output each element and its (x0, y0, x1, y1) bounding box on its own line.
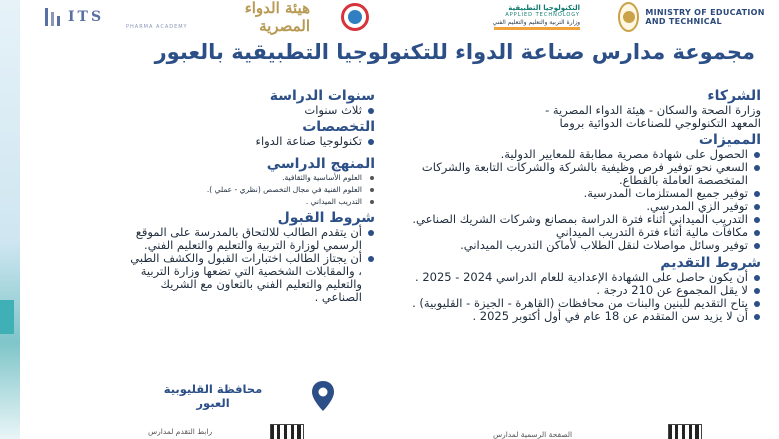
applied-technology-logo (460, 2, 580, 32)
admission-conditions-heading: شروط القبول (277, 210, 375, 226)
its-logo-text: ITS (68, 9, 105, 25)
study-years-heading: سنوات الدراسة (269, 88, 375, 104)
applied-technology-ministry: وزارة التربية والتعليم والتعليم الفني (492, 19, 580, 26)
application-qr-code-icon[interactable] (270, 424, 304, 439)
list-item: لا يقل المجموع عن 210 درجة . (406, 284, 761, 297)
health-ministry-emblem-icon (341, 3, 369, 31)
application-conditions-heading: شروط التقديم (660, 255, 761, 271)
list-item: أن يتقدم الطالب للالتحاق بالمدرسة على الموقع الرسمي لوزارة التربية والتعليم والتعليم الفني. (130, 226, 375, 252)
left-column (130, 88, 375, 304)
list-item: الحصول على شهادة مصرية مطابقة للمعايير الدولية. (406, 148, 761, 161)
education-ministry-text: MINISTRY OF EDUCATION AND TECHNICAL (645, 8, 765, 26)
right-column (406, 88, 761, 323)
location-block (120, 378, 345, 418)
list-item: ثلاث سنوات (130, 104, 375, 117)
specializations-list (130, 135, 375, 148)
list-item: التدريب الميداني . (130, 196, 375, 208)
drug-authority-logo-text: هيئة الدواء المصرية (244, 0, 310, 35)
location-governorate: محافظة القليوبية (163, 382, 263, 396)
its-logo (44, 2, 204, 32)
applied-technology-underline (494, 27, 580, 30)
partners-heading: الشركاء (707, 88, 761, 104)
drug-authority-logo (220, 0, 310, 35)
applied-technology-en: APPLIED TECHNOLOGY (505, 12, 580, 18)
decorative-accent-bar (0, 300, 14, 334)
education-ministry-logo (618, 2, 778, 32)
curriculum-list (130, 172, 375, 208)
list-item: التدريب الميداني أثناء فترة الدراسة بمصانع وشركات الشريك الصناعي. (406, 213, 761, 226)
list-item: توفير وسائل مواصلات لنقل الطلاب لأماكن التدريب الميداني. (406, 239, 761, 252)
partners-line-2: المعهد التكنولوجي للصناعات الدوائية بروما (559, 116, 761, 130)
its-mark-icon (44, 6, 62, 28)
map-pin-icon (310, 380, 336, 412)
location-city: العبور (196, 396, 230, 410)
official-page-label: الصفحة الرسمية لمدارس (493, 430, 573, 439)
list-item: توفير الزي المدرسي. (406, 200, 761, 213)
location-text (133, 382, 293, 410)
decorative-left-strip (0, 0, 20, 439)
education-ministry-seal-icon (618, 2, 639, 32)
features-list (406, 148, 761, 252)
specializations-heading: التخصصات (302, 119, 375, 135)
list-item: أن يكون حاصل على الشهادة الإعدادية للعام الدراسي 2024 - 2025 . (406, 271, 761, 284)
application-link-label: رابط التقدم لمدارس (148, 427, 213, 436)
partners-line-1: وزارة الصحة والسكان - هيئة الدواء المصرية - (545, 103, 761, 117)
its-logo-subtext: PHARMA ACADEMY (126, 24, 188, 30)
application-conditions-list (406, 271, 761, 323)
health-ministry-logo (335, 2, 375, 32)
applied-technology-title: التكنولوجيا التطبيقية (508, 4, 580, 12)
list-item: العلوم الفنية في مجال التخصص (نظري - عملي ). (130, 184, 375, 196)
list-item: يتاح التقديم للبنين والبنات من محافظات (القاهرة - الجيزة - القليوبية) . (406, 297, 761, 310)
study-years-list (130, 104, 375, 117)
list-item: أن لا يزيد سن المتقدم عن 18 عام في أول أكتوبر 2025 . (406, 310, 761, 323)
list-item: أن يجتاز الطالب اختبارات القبول والكشف الطبي ، والمقابلات الشخصية التي تضعها وزارة التربية والتعليم والتعليم الفني بالتعاون مع الشريك الصناعي . (130, 252, 375, 304)
list-item: توفير جميع المستلزمات المدرسية. (406, 187, 761, 200)
page-title: مجموعة مدارس صناعة الدواء للتكنولوجيا التطبيقية بالعبور (154, 40, 755, 64)
list-item: العلوم الأساسية والثقافية. (130, 172, 375, 184)
list-item: السعي نحو توفير فرص وظيفية بالشركة والشركات التابعة والشركات المتخصصة العاملة بالقطاع. (406, 161, 761, 187)
list-item: مكافآت مالية أثناء فترة التدريب الميداني (406, 226, 761, 239)
features-heading: المميزات (698, 132, 761, 148)
admission-conditions-list (130, 226, 375, 304)
curriculum-heading: المنهج الدراسي (266, 156, 375, 172)
list-item: تكنولوجيا صناعة الدواء (130, 135, 375, 148)
logo-bar (20, 0, 779, 38)
official-page-qr-code-icon[interactable] (668, 424, 702, 439)
